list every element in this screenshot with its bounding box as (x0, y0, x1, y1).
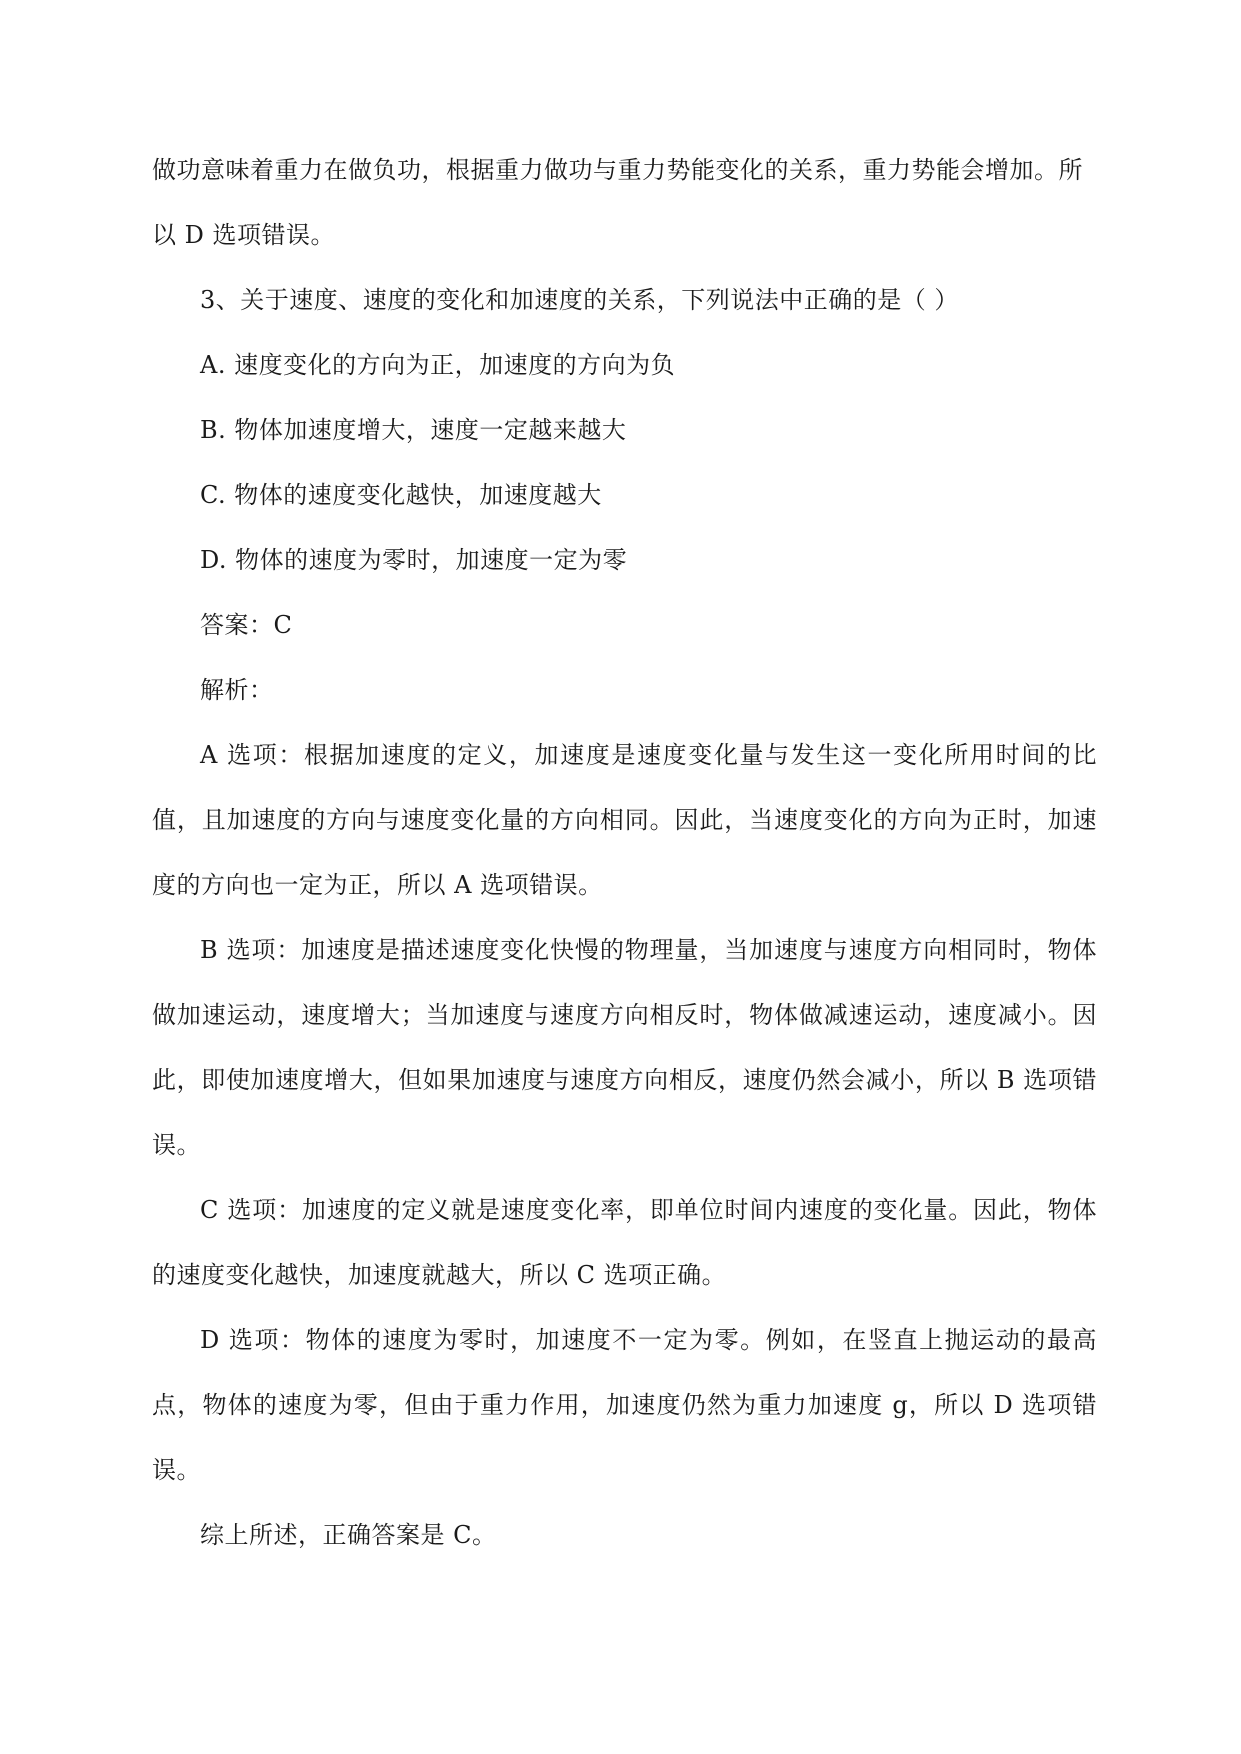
analysis-c: C 选项：加速度的定义就是速度变化率，即单位时间内速度的变化量。因此，物体的速度变化越快，加速度就越大，所以 C 选项正确。 (152, 1196, 1097, 1289)
analysis-b: B 选项：加速度是描述速度变化快慢的物理量，当加速度与速度方向相同时，物体做加速运动，速度增大；当加速度与速度方向相反时，物体做减速运动，速度减小。因此，即使加速度增大，但如果加速度与速度方向相反，速度仍然会减小，所以 B 选项错误。 (152, 936, 1097, 1159)
analysis-label: 解析： (200, 676, 274, 704)
analysis-a: A 选项：根据加速度的定义，加速度是速度变化量与发生这一变化所用时间的比值，且加速度的方向与速度变化量的方向相同。因此，当速度变化的方向为正时，加速度的方向也一定为正，所以 A 选项错误。 (152, 741, 1097, 899)
question-stem: 3、关于速度、速度的变化和加速度的关系，下列说法中正确的是（ ） (200, 286, 959, 314)
answer: 答案：C (200, 611, 293, 639)
summary: 综上所述，正确答案是 C。 (200, 1521, 497, 1549)
option-a: A. 速度变化的方向为正，加速度的方向为负 (200, 351, 676, 379)
previous-text-line-2: 以 D 选项错误。 (152, 221, 335, 249)
option-c: C. 物体的速度变化越快，加速度越大 (200, 481, 602, 509)
previous-text-line-1: 做功意味着重力在做负功，根据重力做功与重力势能变化的关系，重力势能会增加。所 (152, 156, 1083, 184)
option-d: D. 物体的速度为零时，加速度一定为零 (200, 546, 628, 574)
option-b: B. 物体加速度增大，速度一定越来越大 (200, 416, 627, 444)
analysis-d: D 选项：物体的速度为零时，加速度不一定为零。例如，在竖直上抛运动的最高点，物体的速度为零，但由于重力作用，加速度仍然为重力加速度 g，所以 D 选项错误。 (152, 1326, 1097, 1484)
page-content (152, 138, 1097, 1568)
